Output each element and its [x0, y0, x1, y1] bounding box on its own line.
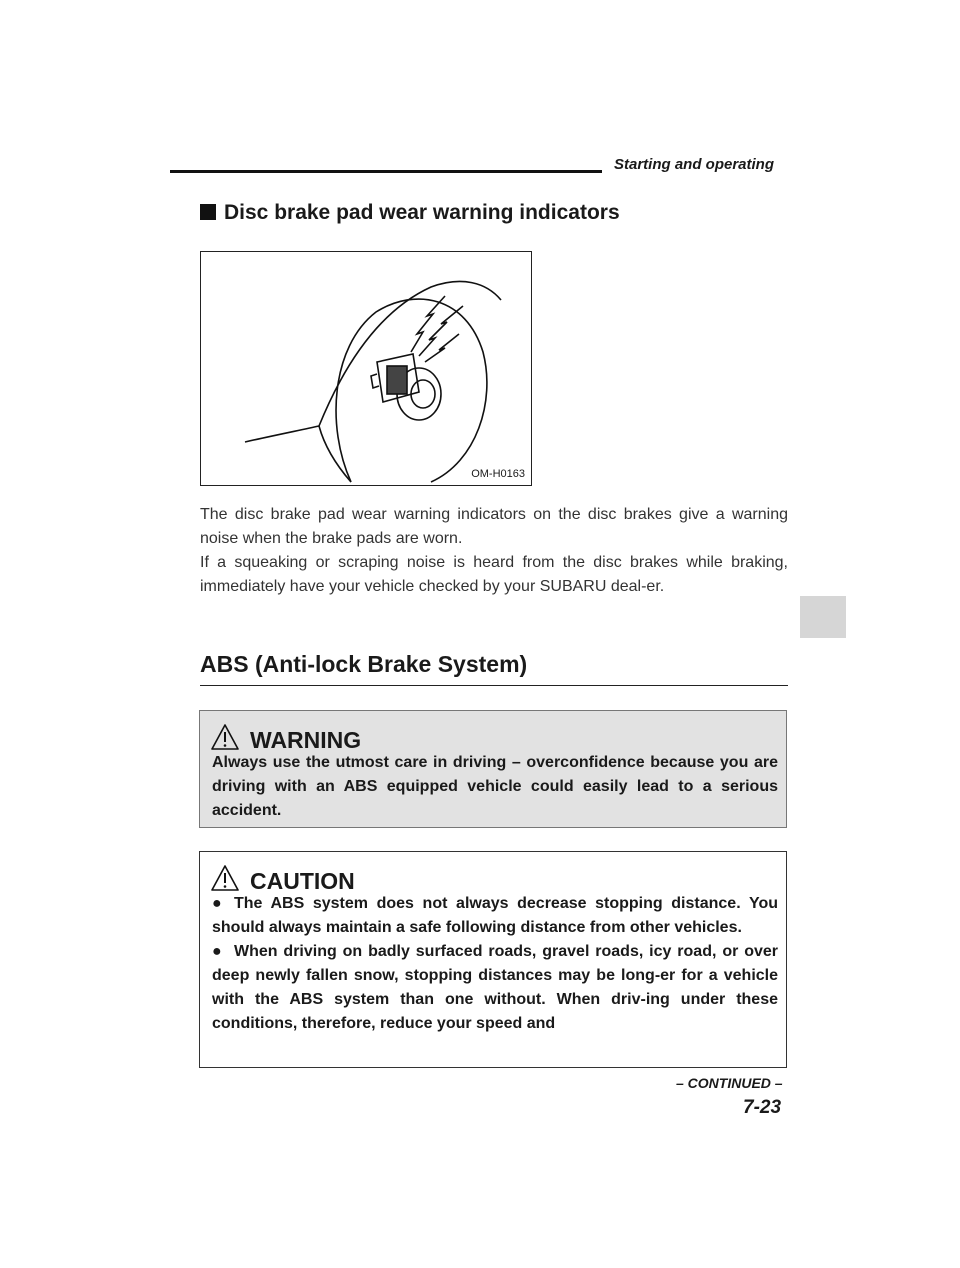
continued-note: – CONTINUED – [676, 1075, 783, 1091]
header-rule [170, 170, 602, 173]
warning-text: Always use the utmost care in driving – overconfidence because you are driving with an ABS equipped vehicle could easily lead to a serious accident. [212, 754, 778, 819]
body-paragraph-2: If a squeaking or scraping noise is heard from the disc brakes while braking, immediately have your vehicle checked by your SUBARU deal-er. [200, 554, 788, 595]
section-heading-text: Disc brake pad wear warning indicators [224, 201, 620, 224]
body-paragraph-1: The disc brake pad wear warning indicators on the disc brakes give a warning noise when the brake pads are worn. [200, 506, 788, 547]
caution-box [199, 851, 787, 1068]
bullet-icon: ● [212, 943, 222, 960]
running-header: Starting and operating [614, 156, 775, 173]
caution-text [212, 892, 778, 1036]
caution-label: CAUTION [250, 868, 355, 894]
brake-illustration-icon [201, 252, 531, 485]
bullet-icon: ● [212, 895, 222, 912]
caution-triangle-icon [210, 864, 240, 892]
caution-bullet-2: When driving on badly surfaced roads, gravel roads, icy road, or over deep newly fallen snow, stopping distances may be long-er for a vehicle with the ABS system than one without. When driv-ing under these conditions, therefore, reduce your speed and [212, 943, 778, 1032]
chapter-tab [800, 596, 846, 638]
abs-heading: ABS (Anti-lock Brake System) [200, 651, 528, 677]
warning-box [199, 710, 787, 828]
warning-triangle-icon [210, 723, 240, 751]
brake-figure [200, 251, 532, 486]
warning-label: WARNING [250, 727, 362, 753]
section-heading [200, 201, 620, 225]
caution-bullet-1: The ABS system does not always decrease stopping distance. You should always maintain a safe following distance from other vehicles. [212, 895, 778, 936]
page-number: 7-23 [743, 1097, 782, 1118]
abs-heading-rule [200, 685, 788, 686]
square-bullet-icon [200, 204, 216, 220]
figure-code: OM-H0163 [471, 468, 525, 480]
